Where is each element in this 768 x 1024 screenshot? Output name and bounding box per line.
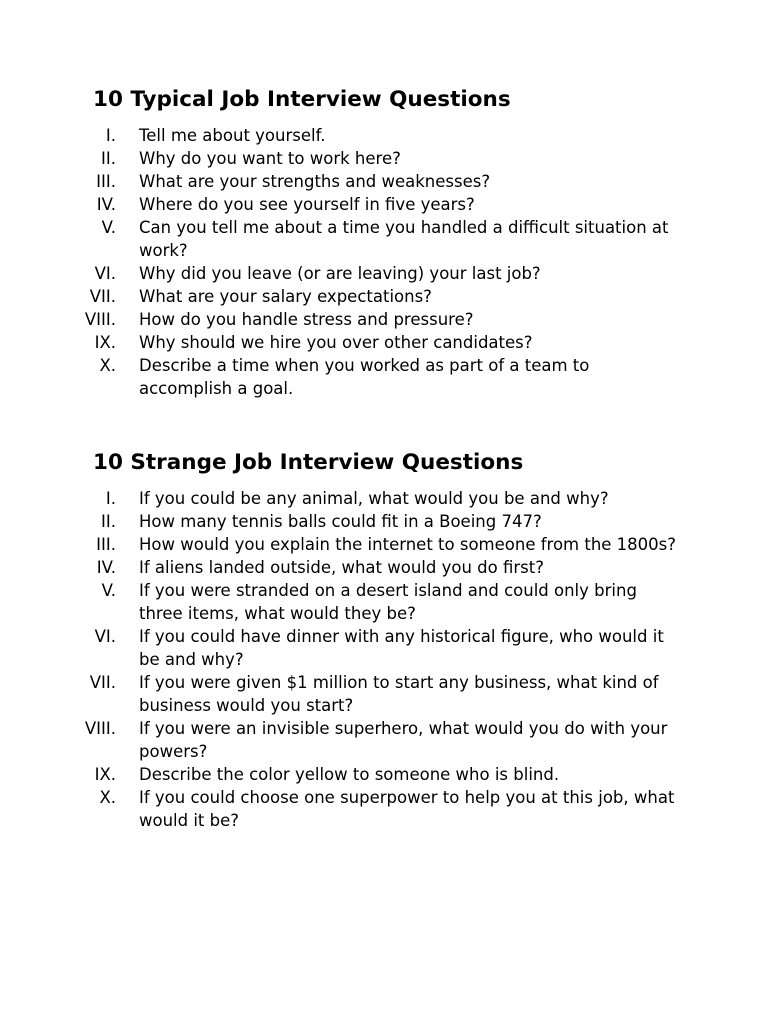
list-item: [0, 354, 768, 400]
list-item: [0, 216, 768, 262]
list-item: [0, 487, 768, 510]
list-item: [0, 786, 768, 832]
strange-questions-list: [0, 487, 768, 832]
typical-questions-section: [0, 86, 768, 400]
item-text: What are your strengths and weaknesses?: [139, 172, 491, 191]
item-text: If you were stranded on a desert island and could only bring three items, what would they be?: [139, 581, 637, 623]
item-number: II.: [101, 512, 116, 531]
item-number: X.: [99, 356, 116, 375]
list-item: [0, 763, 768, 786]
list-item: [0, 308, 768, 331]
list-item: [0, 170, 768, 193]
item-text: If you were given $1 million to start any business, what kind of business would you start?: [139, 673, 659, 715]
item-number: VI.: [94, 264, 116, 283]
item-number: IV.: [96, 558, 116, 577]
item-text: Describe the color yellow to someone who is blind.: [139, 765, 560, 784]
strange-questions-section: [0, 449, 768, 832]
item-number: IX.: [94, 765, 116, 784]
item-text: Describe a time when you worked as part of a team to accomplish a goal.: [139, 356, 590, 398]
list-item: [0, 510, 768, 533]
item-text: Why do you want to work here?: [139, 149, 401, 168]
item-text: What are your salary expectations?: [139, 287, 432, 306]
section-title-strange: 10 Strange Job Interview Questions: [93, 450, 524, 475]
list-item: [0, 124, 768, 147]
list-item: [0, 579, 768, 625]
item-number: I.: [105, 126, 116, 145]
typical-questions-list: [0, 124, 768, 400]
list-item: [0, 533, 768, 556]
item-number: V.: [101, 581, 116, 600]
item-number: V.: [101, 218, 116, 237]
item-text: How do you handle stress and pressure?: [139, 310, 474, 329]
list-item: [0, 671, 768, 717]
item-text: Where do you see yourself in five years?: [139, 195, 475, 214]
item-text: Why should we hire you over other candidates?: [139, 333, 533, 352]
list-item: [0, 262, 768, 285]
item-text: Why did you leave (or are leaving) your last job?: [139, 264, 541, 283]
item-number: VI.: [94, 627, 116, 646]
item-number: X.: [99, 788, 116, 807]
item-text: If you could have dinner with any historical figure, who would it be and why?: [139, 627, 664, 669]
item-number: IX.: [94, 333, 116, 352]
list-item: [0, 147, 768, 170]
list-item: [0, 285, 768, 308]
item-number: VIII.: [84, 310, 116, 329]
list-item: [0, 556, 768, 579]
item-text: Tell me about yourself.: [139, 126, 326, 145]
item-text: How would you explain the internet to someone from the 1800s?: [139, 535, 677, 554]
item-number: VII.: [89, 673, 116, 692]
list-item: [0, 717, 768, 763]
item-number: IV.: [96, 195, 116, 214]
item-number: VIII.: [84, 719, 116, 738]
item-number: II.: [101, 149, 116, 168]
list-item: [0, 331, 768, 354]
item-text: How many tennis balls could fit in a Boeing 747?: [139, 512, 542, 531]
item-text: If you were an invisible superhero, what would you do with your powers?: [139, 719, 668, 761]
item-number: III.: [96, 535, 116, 554]
item-text: Can you tell me about a time you handled a difficult situation at work?: [139, 218, 669, 260]
item-text: If aliens landed outside, what would you do first?: [139, 558, 544, 577]
item-number: I.: [105, 489, 116, 508]
list-item: [0, 193, 768, 216]
item-text: If you could choose one superpower to help you at this job, what would it be?: [139, 788, 675, 830]
item-number: III.: [96, 172, 116, 191]
item-number: VII.: [89, 287, 116, 306]
section-title-typical: 10 Typical Job Interview Questions: [93, 87, 511, 112]
item-text: If you could be any animal, what would you be and why?: [139, 489, 609, 508]
list-item: [0, 625, 768, 671]
